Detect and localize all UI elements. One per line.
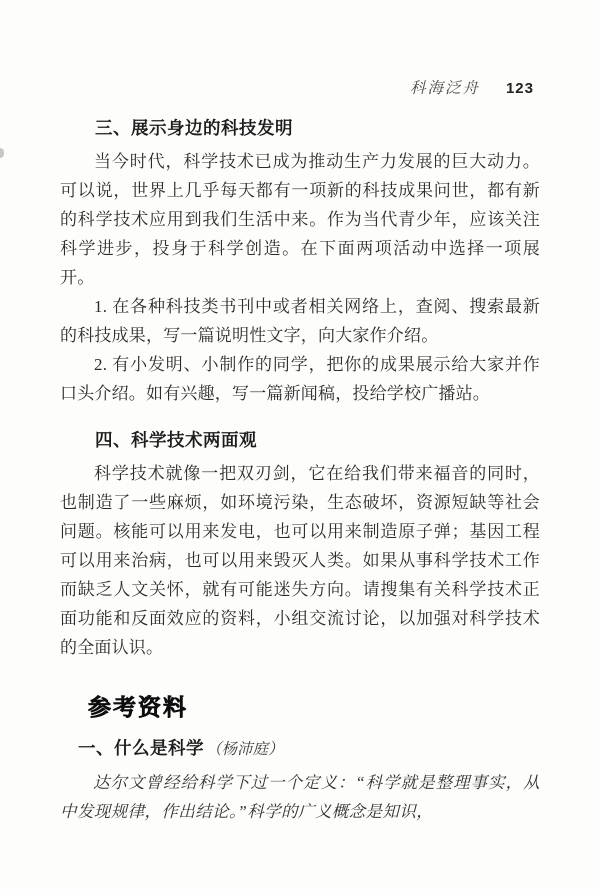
section-divider-space	[60, 408, 540, 427]
page-number: 123	[505, 80, 534, 97]
reference-author: （杨沛庭）	[206, 741, 284, 758]
section-4	[60, 427, 540, 662]
reference-body-paragraph: 达尔文曾经给科学下过一个定义：“科学就是整理事实，从中发现规律，作出结论。”科学的广义概念是知识，	[60, 773, 540, 821]
section-3-heading: 三、展示身边的科技发明	[95, 118, 293, 138]
reference-subheading-row	[60, 734, 540, 764]
running-header	[60, 76, 540, 98]
reference-materials	[60, 689, 540, 826]
section-4-heading: 四、科学技术两面观	[95, 430, 257, 450]
section-3-intro-paragraph: 当今时代，科学技术已成为推动生产力发展的巨大动力。可以说，世界上几乎每天都有一项新的科技成果问世，都有新的科学技术应用到我们生活中来。作为当代青少年，应该关注科学进步，投身于科学创造。在下面两项活动中选择一项展开。	[60, 152, 540, 287]
section-4-paragraph: 科学技术就像一把双刃剑，它在给我们带来福音的同时，也制造了一些麻烦，如环境污染，生态破坏，资源短缺等社会问题。核能可以用来发电，也可以用来制造原子弹；基因工程可以用来治病，也可以用来毁灭人类。如果从事科学技术工作而缺乏人文关怀，就有可能迷失方向。请搜集有关科学技术正面功能和反面效应的资料，小组交流讨论，以加强对科学技术的全面认识。	[60, 464, 540, 657]
reference-subheading: 一、什么是科学	[78, 738, 204, 758]
section-3-item-1: 1. 在各种科技类书刊中或者相关网络上，查阅、搜索最新的科技成果，写一篇说明性文字，向大家作介绍。	[60, 297, 540, 345]
unit-title: 科海泛舟	[409, 80, 480, 97]
section-3	[60, 115, 540, 408]
section-3-item-2: 2. 有小发明、小制作的同学，把你的成果展示给大家并作口头介绍。如有兴趣，写一篇新闻稿，投给学校广播站。	[60, 355, 540, 403]
reference-heading: 参考资料	[88, 694, 188, 720]
